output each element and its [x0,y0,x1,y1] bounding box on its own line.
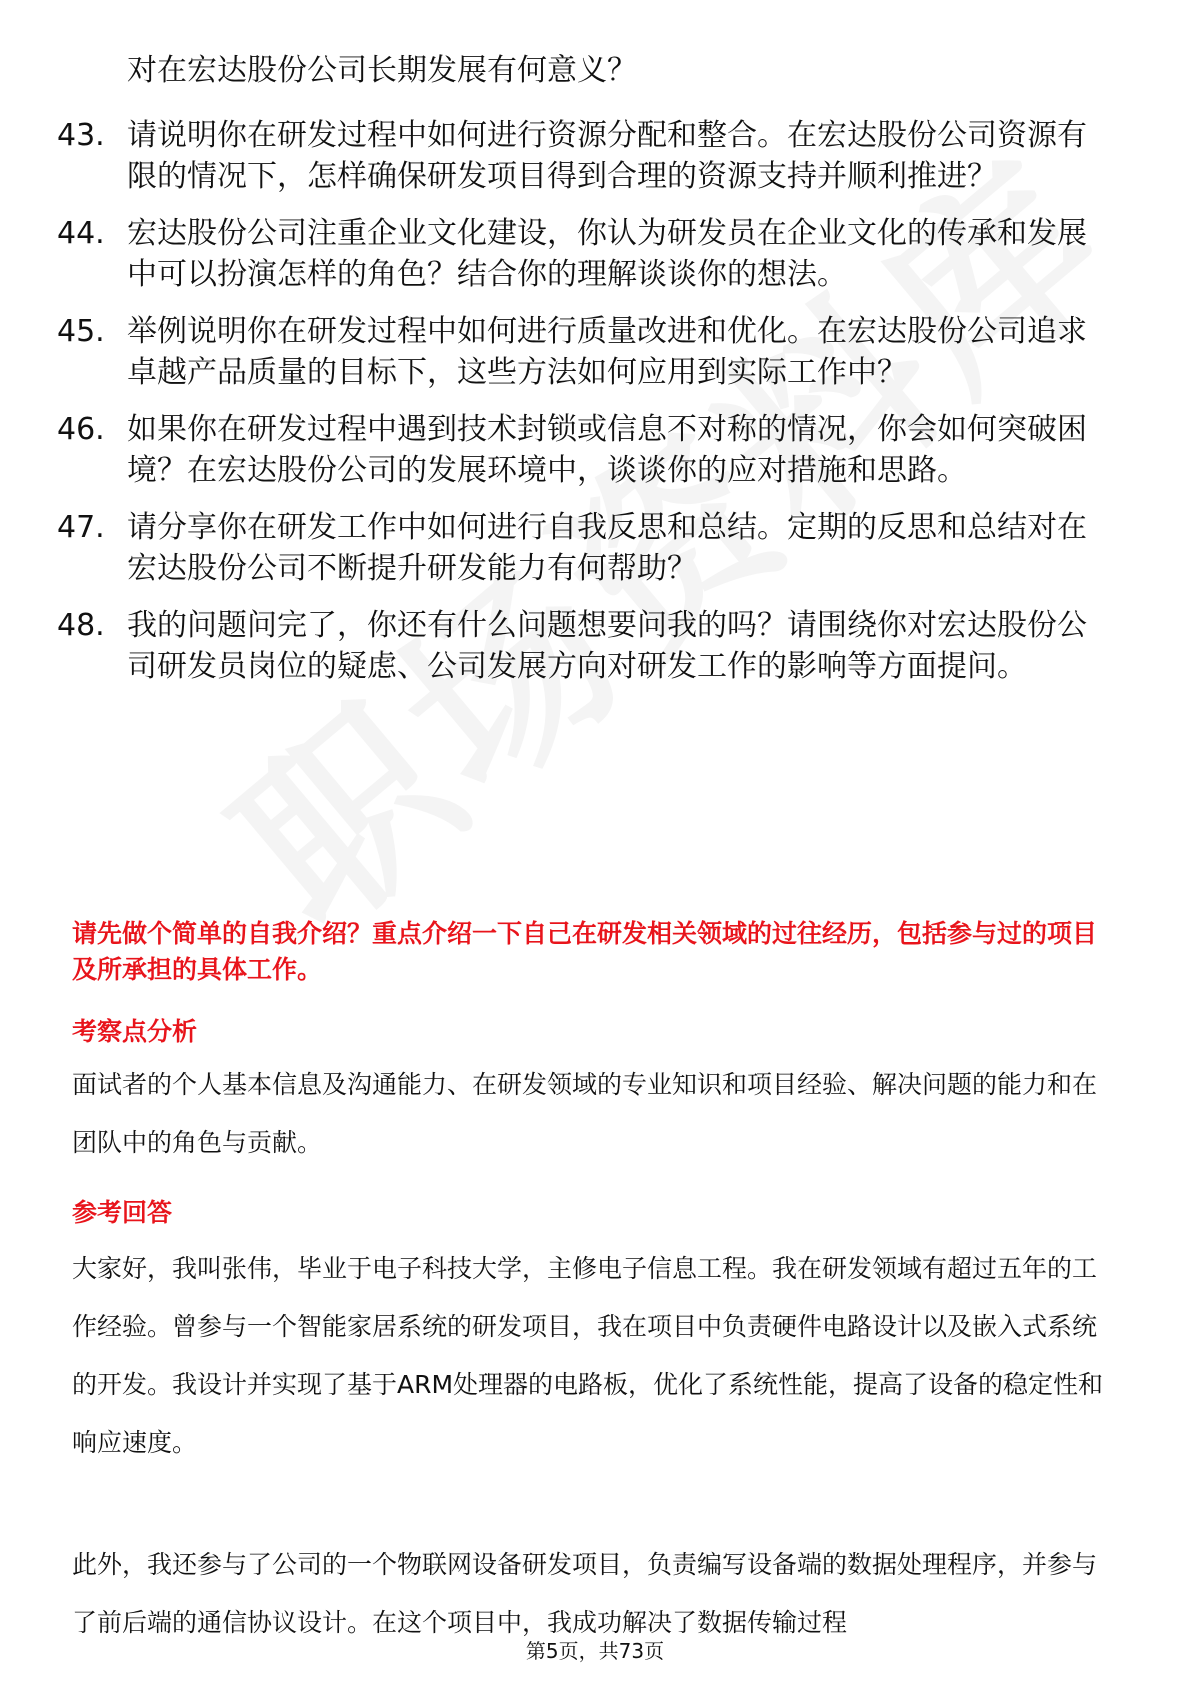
question-item [57,213,1117,295]
question-number: 48. [57,608,105,643]
question-list [57,115,1117,703]
answer-heading: 参考回答 [72,1198,173,1227]
answer-paragraph-2: 此外，我还参与了公司的一个物联网设备研发项目，负责编写设备端的数据处理程序，并参与了前后端的通信协议设计。在这个项目中，我成功解决了数据传输过程 [72,1550,1098,1637]
analysis-heading: 考察点分析 [72,1017,198,1046]
question-text: 宏达股份公司注重企业文化建设，你认为研发员在企业文化的传承和发展中可以扮演怎样的角色？结合你的理解谈谈你的想法。 [127,216,1087,292]
question-item [57,409,1117,491]
answer-paragraph-1: 大家好，我叫张伟，毕业于电子科技大学，主修电子信息工程。我在研发领域有超过五年的工作经验。曾参与一个智能家居系统的研发项目，我在项目中负责硬件电路设计以及嵌入式系统的开发。我设计并实现了基于ARM处理器的电路板，优化了系统性能，提高了设备的稳定性和响应速度。 [72,1254,1104,1457]
question-number: 46. [57,412,105,447]
question-item [57,605,1117,687]
question-continuation: 对在宏达股份公司长期发展有何意义？ [127,53,637,88]
question-text: 请说明你在研发过程中如何进行资源分配和整合。在宏达股份公司资源有限的情况下，怎样确保研发项目得到合理的资源支持并顺利推进？ [127,118,1087,194]
question-text: 我的问题问完了，你还有什么问题想要问我的吗？请围绕你对宏达股份公司研发员岗位的疑虑、公司发展方向对研发工作的影响等方面提问。 [127,608,1087,684]
question-text: 举例说明你在研发过程中如何进行质量改进和优化。在宏达股份公司追求卓越产品质量的目标下，这些方法如何应用到实际工作中？ [127,314,1087,390]
question-item [57,507,1117,589]
question-number: 43. [57,118,105,153]
question-text: 请分享你在研发工作中如何进行自我反思和总结。定期的反思和总结对在宏达股份公司不断提升研发能力有何帮助？ [127,510,1087,586]
page-footer: 第5页，共73页 [525,1639,665,1663]
question-number: 45. [57,314,105,349]
question-number: 44. [57,216,105,251]
question-number: 47. [57,510,105,545]
highlight-question: 请先做个简单的自我介绍？重点介绍一下自己在研发相关领域的过往经历，包括参与过的项目及所承担的具体工作。 [72,919,1098,984]
analysis-text: 面试者的个人基本信息及沟通能力、在研发领域的专业知识和项目经验、解决问题的能力和在团队中的角色与贡献。 [72,1070,1098,1157]
question-item [57,115,1117,197]
question-item [57,311,1117,393]
question-text: 如果你在研发过程中遇到技术封锁或信息不对称的情况，你会如何突破困境？在宏达股份公司的发展环境中，谈谈你的应对措施和思路。 [127,412,1087,488]
